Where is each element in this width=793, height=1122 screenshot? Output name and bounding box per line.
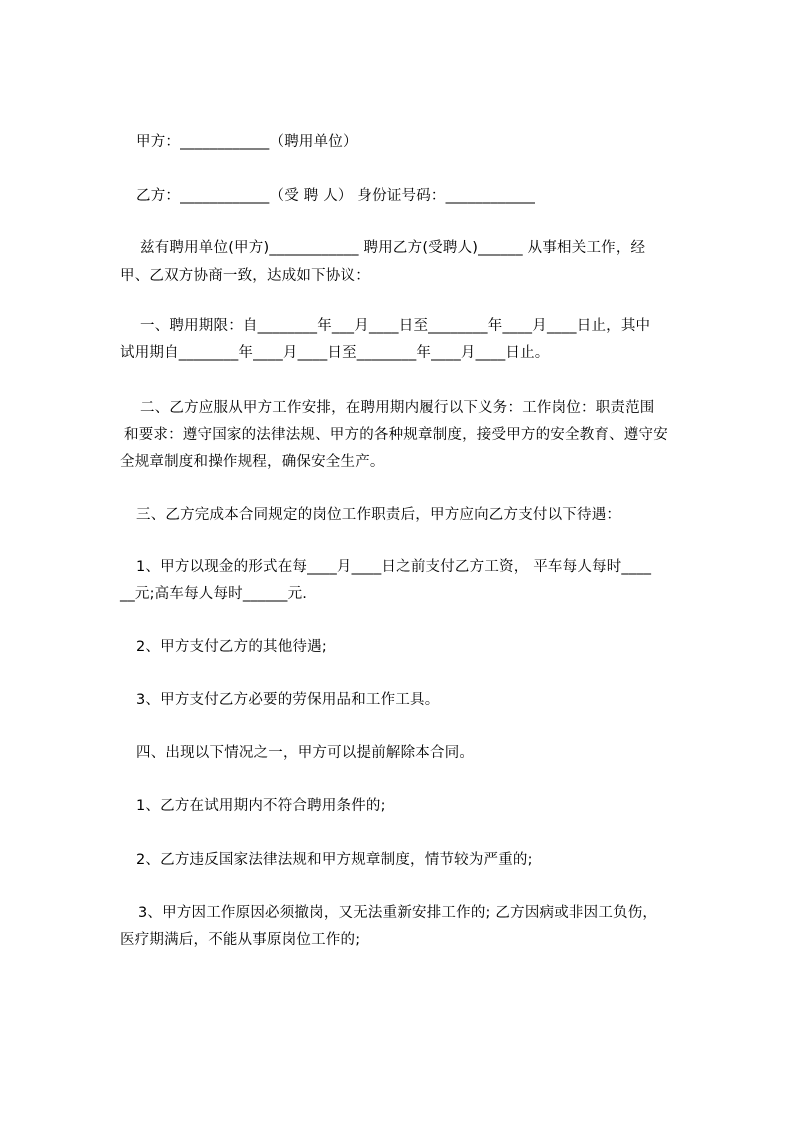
clause3-item1-line-1: 1、甲方以现金的形式在每____月____日之前支付乙方工资， 平车每人每时____ — [136, 559, 652, 575]
party-a-line: 甲方：____________（聘用单位） — [136, 134, 358, 150]
clause4-item3-line-2: 医疗期满后，不能从事原岗位工作的; — [120, 932, 361, 948]
clause3-item3: 3、甲方支付乙方必要的劳保用品和工作工具。 — [136, 692, 440, 708]
clause1-line-1: 一、聘用期限：自________年___月____日至________年____月____日止，其中 — [140, 318, 651, 334]
clause4-item1: 1、乙方在试用期内不符合聘用条件的; — [136, 798, 386, 814]
clause1-line-2: 试用期自________年____月____日至________年____月____日止。 — [120, 345, 550, 361]
clause2-line-2: 和要求：遵守国家的法律法规、甲方的各种规章制度，接受甲方的安全教育、遵守安 — [124, 427, 668, 443]
party-b-line: 乙方：____________（受 聘 人） 身份证号码：____________ — [136, 188, 536, 204]
clause4-item3-line-1: 3、甲方因工作原因必须撤岗，又无法重新安排工作的; 乙方因病或非因工负伤， — [138, 905, 658, 921]
clause2-line-1: 二、乙方应服从甲方工作安排，在聘用期内履行以下义务：工作岗位：职责范围 — [140, 400, 655, 416]
clause3-title: 三、乙方完成本合同规定的岗位工作职责后，甲方应向乙方支付以下待遇： — [136, 507, 622, 523]
clause2-line-3: 全规章制度和操作规程，确保安全生产。 — [120, 454, 385, 470]
clause3-item1-line-2: __元;高车每人每时______元. — [120, 586, 308, 602]
clause4-item2: 2、乙方违反国家法律法规和甲方规章制度，情节较为严重的; — [136, 852, 533, 868]
intro-line-1: 兹有聘用单位(甲方)____________ 聘用乙方(受聘人)______ 从事相关工作，经 — [140, 240, 646, 256]
intro-line-2: 甲、乙双方协商一致，达成如下协议： — [120, 268, 370, 284]
clause4-title: 四、出现以下情况之一，甲方可以提前解除本合同。 — [136, 745, 475, 761]
clause3-item2: 2、甲方支付乙方的其他待遇; — [136, 639, 327, 655]
